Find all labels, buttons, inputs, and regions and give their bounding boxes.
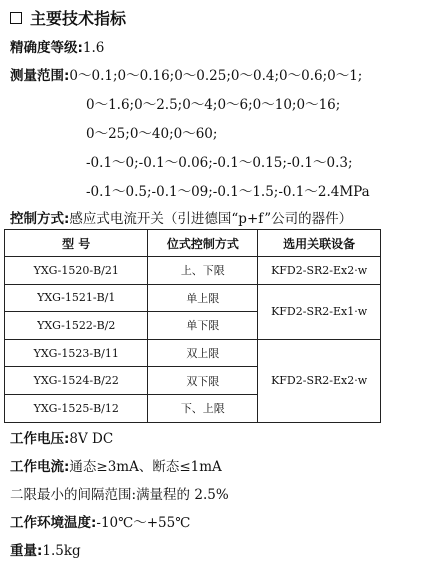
current-value: 通态≥3mA、断态≤1mA [69,459,222,475]
voltage-label: 工作电压: [10,431,70,447]
cell-model: YXG-1523-B/11 [5,339,148,367]
range-line-2: 0～1.6;0～2.5;0～4;0～6;0～10;0～16; [86,97,341,113]
temperature-value: -10℃～+55℃ [96,515,191,531]
current-line [10,455,222,475]
cell-model: YXG-1522-B/2 [5,312,148,340]
cell-mode: 单下限 [148,312,258,340]
table-row [5,339,381,367]
cell-mode: 双上限 [148,339,258,367]
table-row [5,257,381,285]
range-line-5: -0.1～0.5;-0.1～09;-0.1～1.5;-0.1～2.4MPa [86,184,370,200]
range-label: 测量范围: [10,68,70,84]
cell-model: YXG-1520-B/21 [5,257,148,285]
cell-device: KFD2-SR2-Ex2·w [258,257,381,285]
temperature-line [10,511,190,531]
cell-mode: 上、下限 [148,257,258,285]
section-title: 主要技术指标 [30,9,127,28]
weight-label: 重量: [10,543,43,559]
current-label: 工作电流: [10,459,70,475]
cell-mode: 双下限 [148,367,258,395]
accuracy-label: 精确度等级: [10,40,83,56]
interval-label: 二限最小的间隔范围: [10,487,137,503]
cell-model: YXG-1521-B/1 [5,284,148,312]
control-line [10,207,352,227]
range-line-4: -0.1～0;-0.1～0.06;-0.1～0.15;-0.1～0.3; [86,155,353,171]
interval-line [10,483,229,503]
temperature-label: 工作环境温度: [10,515,97,531]
cell-model: YXG-1524-B/22 [5,367,148,395]
header-device: 选用关联设备 [258,230,381,257]
cell-mode: 下、上限 [148,394,258,422]
accuracy-value: 1.6 [82,40,105,56]
control-value: 感应式电流开关（引进德国“p+f”公司的器件） [69,211,353,227]
section-heading [10,6,126,29]
cell-mode: 单上限 [148,284,258,312]
weight-line [10,539,81,559]
checkbox-icon [10,12,22,24]
cell-model: YXG-1525-B/12 [5,394,148,422]
header-mode: 位式控制方式 [148,230,258,257]
range-values-1: 0～0.1;0～0.16;0～0.25;0～0.4;0～0.6;0～1; [69,68,363,84]
voltage-value: 8V DC [69,431,114,447]
accuracy-line [10,36,104,56]
control-label: 控制方式: [10,211,70,227]
header-model: 型 号 [5,230,148,257]
interval-value: 满量程的 2.5% [136,487,229,503]
spec-table [4,229,381,423]
table-header-row [5,230,381,257]
range-line-3: 0～25;0～40;0～60; [86,126,218,142]
cell-device: KFD2-SR2-Ex2·w [258,339,381,422]
range-line-1 [10,64,362,84]
table-row [5,284,381,312]
voltage-line [10,427,113,447]
weight-value: 1.5kg [42,543,81,559]
cell-device: KFD2-SR2-Ex1·w [258,284,381,339]
